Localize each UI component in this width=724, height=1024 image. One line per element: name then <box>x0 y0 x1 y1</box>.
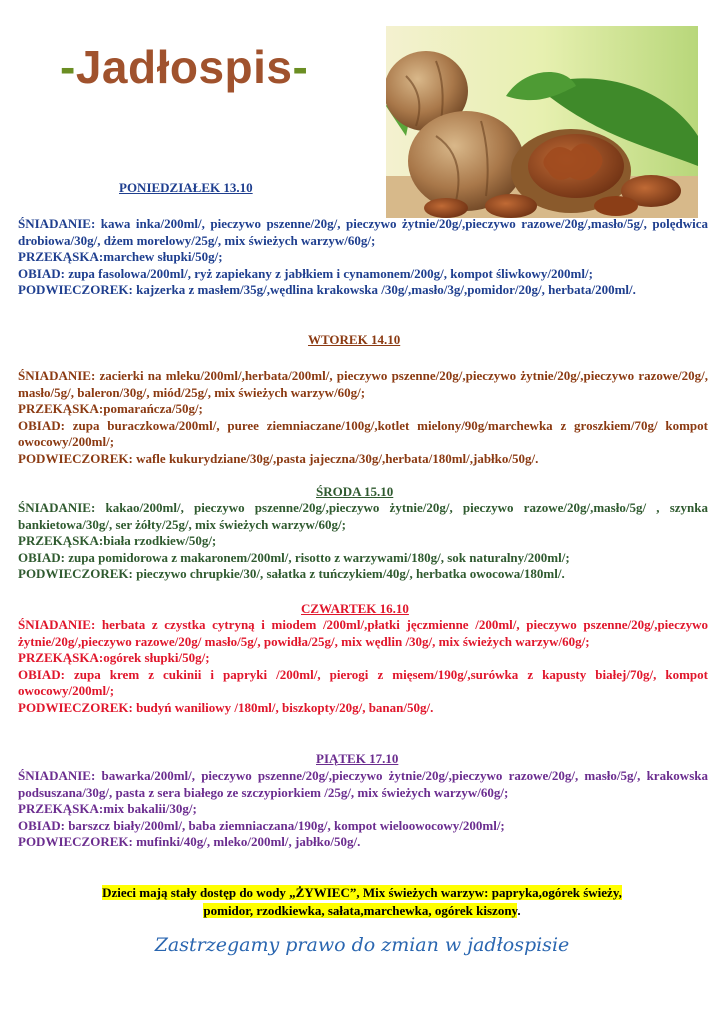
day-heading-wednesday: ŚRODA 15.10 <box>316 484 394 499</box>
meal-label: PODWIECZOREK: <box>18 450 133 466</box>
meal-text: mix bakalii/30g/; <box>103 801 197 816</box>
meal-snack <box>18 801 708 818</box>
meal-text: kawa inka/200ml/, pieczywo pszenne/20g/, pieczywo żytnie/20g/,pieczywo razowe/20g/,masło/5g/, polędwica drobiowa/30g/, dżem morelowy/25g/, mix świeżych warzyw/60g/; <box>18 216 708 248</box>
meal-text: wafle kukurydziane/30g/,pasta jajeczna/30g/,herbata/180ml/,jabłko/50g/. <box>132 450 539 466</box>
meal-snack <box>18 249 708 266</box>
meal-text: ogórek słupki/50g/; <box>103 650 210 665</box>
meal-label: PODWIECZOREK: <box>18 699 133 715</box>
note-line-1 <box>40 884 684 902</box>
meal-text: budyń waniliowy /180ml/, biszkopty/20g/, banan/50g/. <box>132 699 434 715</box>
title-word: Jadłospis <box>75 41 293 93</box>
meal-text: zupa krem z cukinii i papryki /200ml/, pierogi z mięsem/190g/,surówka z kapusty białej/70g/, kompot owocowy/200ml/; <box>18 666 708 698</box>
meal-breakfast <box>18 617 708 650</box>
meal-lunch <box>18 818 708 835</box>
meal-label: PRZEKĄSKA: <box>18 801 104 816</box>
page-title <box>60 40 308 94</box>
meal-label: OBIAD: <box>18 666 65 682</box>
meal-lunch <box>18 266 708 283</box>
day-menu-monday <box>18 216 708 299</box>
meal-lunch <box>18 418 708 451</box>
meal-label: OBIAD: <box>18 417 65 433</box>
meal-breakfast <box>18 500 708 533</box>
meal-label: ŚNIADANIE: <box>18 216 96 231</box>
meal-label: PODWIECZOREK: <box>18 282 133 297</box>
meal-text: zupa buraczkowa/200ml/, puree ziemniaczane/100g/,kotlet mielony/90g/marchewka z groszkiem/70g/ kompot owocowy/200ml/; <box>18 417 708 449</box>
note-line-2 <box>40 902 684 920</box>
day-heading-friday: PIĄTEK 17.10 <box>316 751 399 766</box>
day-heading-monday: PONIEDZIAŁEK 13.10 <box>119 180 253 195</box>
title-dash-right: - <box>292 41 309 93</box>
meal-text: zupa fasolowa/200ml/, ryż zapiekany z jabłkiem i cynamonem/200g/, kompot śliwkowy/200ml/; <box>64 265 593 281</box>
meal-text: zupa pomidorowa z makaronem/200ml/, risotto z warzywami/180g/, sok naturalny/200ml/; <box>64 549 570 565</box>
title-dash-left: - <box>60 41 76 93</box>
meal-afternoon <box>18 834 708 851</box>
meal-label: ŚNIADANIE: <box>18 768 96 783</box>
meal-label: PODWIECZOREK: <box>18 566 133 581</box>
meal-text: barszcz biały/200ml/, baba ziemniaczana/190g/, kompot wieloowocowy/200ml/; <box>64 817 505 833</box>
day-menu-wednesday <box>18 500 708 583</box>
meal-label: ŚNIADANIE: <box>18 500 96 515</box>
day-menu-tuesday <box>18 368 708 467</box>
note-text: Dzieci mają stały dostęp do wody „ŻYWIEC”, Mix świeżych warzyw: papryka,ogórek świeży, <box>102 885 622 900</box>
meal-text: kajzerka z masłem/35g/,wędlina krakowska /30g/,masło/3g/,pomidor/20g/, herbata/200ml/. <box>132 282 636 297</box>
meal-breakfast <box>18 216 708 249</box>
meal-breakfast <box>18 368 708 401</box>
meal-label: PRZEKĄSKA: <box>18 650 104 665</box>
meal-text: pomarańcza/50g/; <box>103 401 203 416</box>
meal-lunch <box>18 667 708 700</box>
meal-snack <box>18 650 708 667</box>
meal-label: PRZEKĄSKA: <box>18 249 104 264</box>
meal-lunch <box>18 550 708 567</box>
walnuts-photo <box>386 26 698 218</box>
day-heading-thursday: CZWARTEK 16.10 <box>301 601 409 616</box>
meal-label: ŚNIADANIE: <box>18 617 96 632</box>
note-text: pomidor, rzodkiewka, sałata,marchewka, ogórek kiszony <box>203 903 518 918</box>
day-menu-thursday <box>18 617 708 716</box>
meal-snack <box>18 533 708 550</box>
meal-label: OBIAD: <box>18 265 65 281</box>
meal-label: PRZEKĄSKA: <box>18 533 104 548</box>
meal-label: PODWIECZOREK: <box>18 834 133 849</box>
water-vegetables-note <box>40 884 684 920</box>
meal-afternoon <box>18 282 708 299</box>
meal-label: ŚNIADANIE: <box>18 368 96 383</box>
meal-text: bawarka/200ml/, pieczywo pszenne/20g/,pieczywo żytnie/20g/,pieczywo razowe/20g/, masło/5g/, krakowska podsuszana/30g/, pasta z sera białego ze szczypiorkiem /25g/, mix świeżych warzyw/60g/; <box>18 768 708 800</box>
meal-afternoon <box>18 451 708 468</box>
meal-text: mufinki/40g/, mleko/200ml/, jabłko/50g/. <box>132 834 361 849</box>
meal-label: OBIAD: <box>18 817 65 833</box>
day-heading-tuesday: WTOREK 14.10 <box>308 332 401 347</box>
meal-breakfast <box>18 768 708 801</box>
meal-text: biała rzodkiew/50g/; <box>103 533 217 548</box>
day-menu-friday <box>18 768 708 851</box>
meal-text: kakao/200ml/, pieczywo pszenne/20g/,pieczywo żytnie/20g/, pieczywo razowe/20g/,masło/5g/ , szynka bankietowa/30g/, ser żółty/25g/, mix świeżych warzyw/60g/; <box>18 500 708 532</box>
meal-label: PRZEKĄSKA: <box>18 401 104 416</box>
meal-afternoon <box>18 566 708 583</box>
meal-label: OBIAD: <box>18 549 65 565</box>
meal-text: marchew słupki/50g/; <box>103 249 223 264</box>
menu-change-disclaimer: Zastrzegamy prawo do zmian w jadłospisie <box>154 934 570 956</box>
meal-snack <box>18 401 708 418</box>
note-period: . <box>517 903 521 918</box>
meal-text: zacierki na mleku/200ml/,herbata/200ml/, pieczywo pszenne/20g/,pieczywo żytnie/20g/,pieczywo razowe/20g/, masło/5g/, baleron/30g/, miód/25g/, mix świeżych warzyw/60g/; <box>18 368 708 400</box>
meal-text: pieczywo chrupkie/30/, sałatka z tuńczykiem/40g/, herbatka owocowa/180ml/. <box>132 566 565 581</box>
meal-afternoon <box>18 700 708 717</box>
meal-text: herbata z czystka cytryną i miodem /200ml/,płatki jęczmienne /200ml/, pieczywo pszenne/20g/,pieczywo żytnie/20g/,pieczywo razowe/20g/ masło/5g/, powidła/25g/, mix wędlin /30g/, mix świeżych warzyw/60g/; <box>18 617 708 649</box>
